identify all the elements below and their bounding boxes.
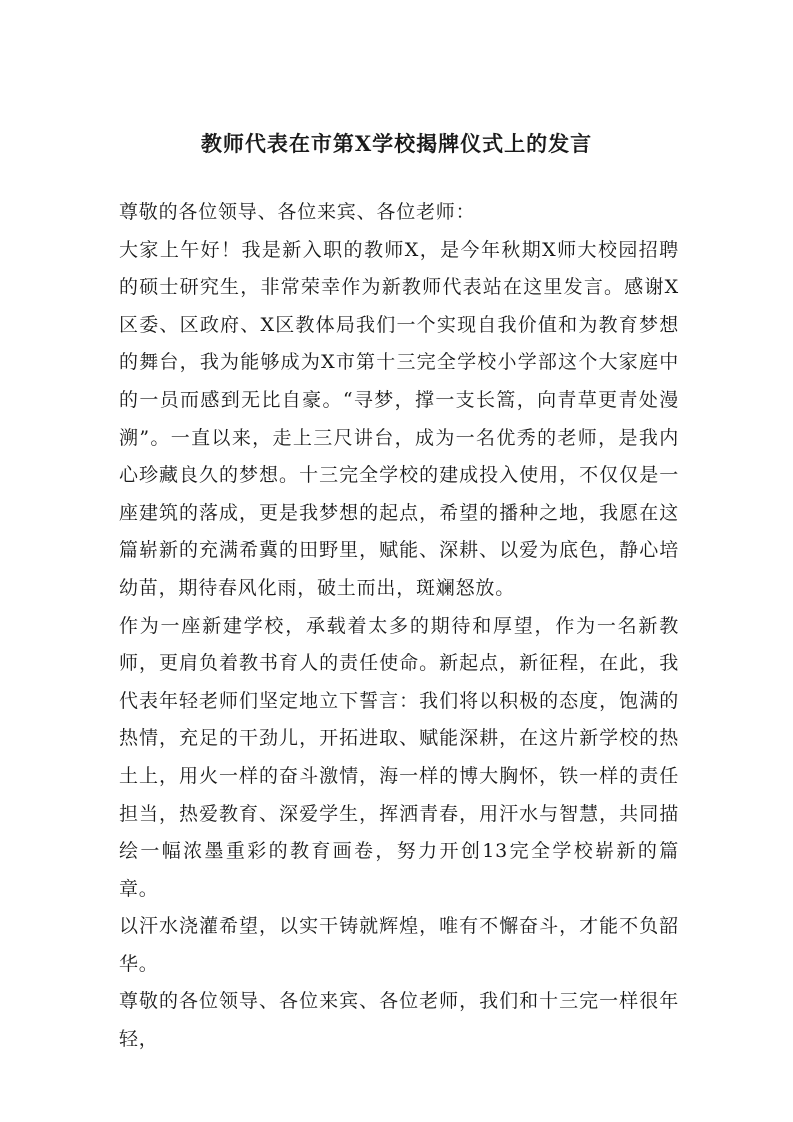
- paragraph-salutation: 尊敬的各位领导、各位来宾、各位老师：: [119, 201, 476, 223]
- paragraph-introduction: 大家上午好！我是新入职的教师X，是今年秋期X师大校园招聘的硕士研究生，非常荣幸作为新教师代表站在这里发言。感谢X区委、区政府、X区教体局我们一个实现自我价值和为教育梦想的舞台，我为能够成为X市第十三完全学校小学部这个大家庭中的一员而感到无比自豪。“寻梦，撑一支长篙，向青草更青处漫溯”。一直以来，走上三尺讲台，成为一名优秀的老师，是我内心珍藏良久的梦想。十三完全学校的建成投入使用，不仅仅是一座建筑的落成，更是我梦想的起点，希望的播种之地，我愿在这篇崭新的充满希冀的田野里，赋能、深耕、以爱为底色，静心培幼苗，期待春风化雨，破土而出，斑斓怒放。: [119, 238, 679, 599]
- document-body: [119, 194, 679, 1059]
- paragraph-motto: 以汗水浇灌希望，以实干铸就辉煌，唯有不懈奋斗，才能不负韶华。: [119, 915, 679, 975]
- paragraph-pledge: 作为一座新建学校，承载着太多的期待和厚望，作为一名新教师，更肩负着教书育人的责任使命。新起点，新征程，在此，我代表年轻老师们坚定地立下誓言：我们将以积极的态度，饱满的热情，充足的干劲儿，开拓进取、赋能深耕，在这片新学校的热土上，用火一样的奋斗激情，海一样的博大胸怀，铁一样的责任担当，热爱教育、深爱学生，挥洒青春，用汗水与智慧，共同描绘一幅浓墨重彩的教育画卷，努力开创13完全学校崭新的篇章。: [119, 614, 679, 900]
- paragraph-closing-start: 尊敬的各位领导、各位来宾、各位老师，我们和十三完一样很年轻，: [119, 990, 679, 1051]
- document-title: 教师代表在市第X学校揭牌仪式上的发言: [200, 131, 593, 156]
